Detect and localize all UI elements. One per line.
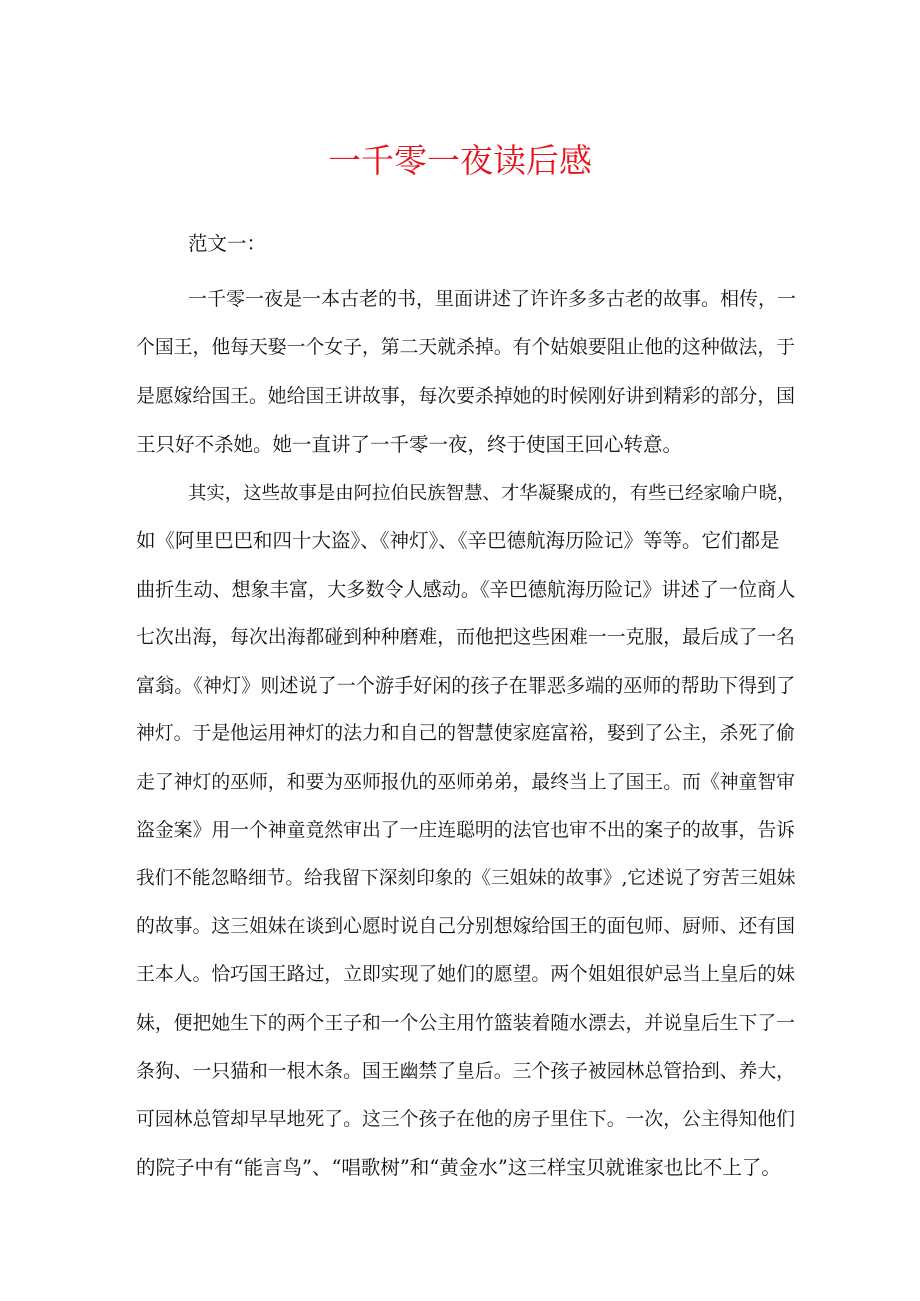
paragraph-line: 王只好不杀她。她一直讲了一千零一夜，终于使国王回心转意。 <box>136 433 683 456</box>
paragraph-line: 的故事。这三姐妹在谈到心愿时说自己分别想嫁给国王的面包师、厨师、还有国 <box>136 916 795 937</box>
paragraph-line: 富翁。《神灯》则述说了一个游手好闲的孩子在罪恶多端的巫师的帮助下得到了 <box>136 674 796 697</box>
paragraph-line: 的院子中有“能言鸟”、“唱歌树”和“黄金水”这三样宝贝就谁家也比不上了。 <box>136 1156 781 1179</box>
paragraph-line: 神灯。于是他运用神灯的法力和自己的智慧使家庭富裕，娶到了公主，杀死了偷 <box>136 723 795 744</box>
paragraph-line: 七次出海，每次出海都碰到种种磨难，而他把这些困难一一克服，最后成了一名 <box>136 627 795 648</box>
paragraph-line: 盗金案》用一个神童竟然审出了一庄连聪明的法官也审不出的案子的故事，告诉 <box>136 820 795 841</box>
paragraph-line: 其实，这些故事是由阿拉伯民族智慧、才华凝聚成的，有些已经家喻户晓， <box>188 483 796 504</box>
paragraph-line: 如《阿里巴巴和四十大盗》、《神灯》、《辛巴德航海历险记》等等。它们都是 <box>136 529 780 552</box>
section-label: 范文一： <box>188 232 267 255</box>
paragraph-line: 走了神灯的巫师，和要为巫师报仇的巫师弟弟，最终当上了国王。而《神童智审 <box>136 772 795 793</box>
page-title: 一千零一夜读后感 <box>328 141 592 180</box>
paragraph-line: 条狗、一只猫和一根木条。国王幽禁了皇后。三个孩子被园林总管拾到、养大， <box>136 1061 795 1082</box>
paragraph-line: 可园林总管却早早地死了。这三个孩子在他的房子里住下。一次，公主得知他们 <box>136 1109 795 1130</box>
paragraph-line: 王本人。恰巧国王路过，立即实现了她们的愿望。两个姐姐很妒忌当上皇后的妹 <box>136 964 795 985</box>
paragraph-line: 个国王，他每天娶一个女子，第二天就杀掉。有个姑娘要阻止他的这种做法，于 <box>136 337 795 358</box>
paragraph-line: 是愿嫁给国王。她给国王讲故事，每次要杀掉她的时候刚好讲到精彩的部分，国 <box>136 386 795 407</box>
paragraph-line: 我们不能忽略细节。给我留下深刻印象的《三姐妹的故事》,它述说了穷苦三姐妹 <box>136 868 796 889</box>
paragraph-line: 曲折生动、想象丰富，大多数令人感动。《辛巴德航海历险记》讲述了一位商人 <box>136 578 796 601</box>
paragraph-line: 一千零一夜是一本古老的书，里面讲述了许许多多古老的故事。相传，一 <box>188 288 797 310</box>
paragraph-line: 妹，便把她生下的两个王子和一个公主用竹篮装着随水漂去，并说皇后生下了一 <box>136 1013 795 1034</box>
